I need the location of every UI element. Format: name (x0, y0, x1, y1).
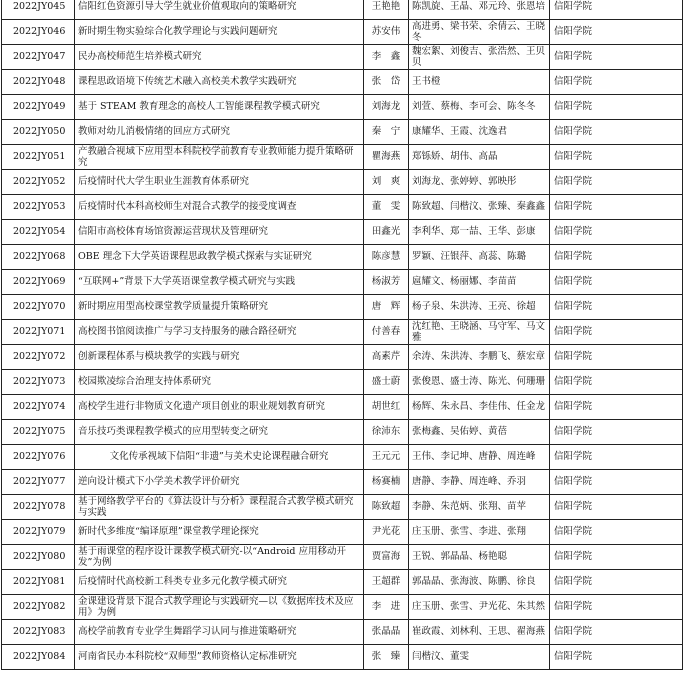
project-members-cell: 康耀华、王霞、沈逸君 (409, 120, 550, 145)
project-id-cell: 2022JY081 (2, 570, 75, 595)
project-members-cell: 张俊恩、盛士涛、陈光、何珊珊 (409, 370, 550, 395)
project-members-cell: 张梅鑫、吴佑婷、黄蓓 (409, 420, 550, 445)
project-org-cell: 信阳学院 (550, 445, 683, 470)
project-members-cell: 李静、朱范炳、张翔、苗苹 (409, 495, 550, 520)
project-leader-cell: 陈致超 (364, 495, 409, 520)
project-members-cell: 余涛、朱洪涛、李鹏飞、蔡宏章 (409, 345, 550, 370)
project-title-cell: 基于雨课堂的程序设计课教学模式研究-以“Android 应用移动开发”为例 (75, 545, 364, 570)
project-org-cell: 信阳学院 (550, 145, 683, 170)
project-id-cell: 2022JY071 (2, 320, 75, 345)
project-members-cell: 刘海龙、张婷婷、郭映彤 (409, 170, 550, 195)
project-org-cell: 信阳学院 (550, 220, 683, 245)
project-id-cell: 2022JY054 (2, 220, 75, 245)
project-leader-cell: 张 臻 (364, 645, 409, 670)
table-row (2, 645, 683, 670)
project-id-cell: 2022JY082 (2, 595, 75, 620)
table-row (2, 620, 683, 645)
project-title-cell: 高校学生进行非物质文化遗产项目创业的职业规划教育研究 (75, 395, 364, 420)
project-org-cell: 信阳学院 (550, 170, 683, 195)
project-leader-cell: 杨淑芳 (364, 270, 409, 295)
table-row (2, 95, 683, 120)
project-title-cell: 金课建设背景下混合式教学理论与实践研究—以《数据库技术及应用》为例 (75, 595, 364, 620)
project-id-cell: 2022JY046 (2, 20, 75, 45)
table-row (2, 445, 683, 470)
project-org-cell: 信阳学院 (550, 45, 683, 70)
project-title-cell: 课程思政语境下传统艺术融入高校美术教学实践研究 (75, 70, 364, 95)
project-id-cell: 2022JY047 (2, 45, 75, 70)
project-id-cell: 2022JY070 (2, 295, 75, 320)
table-row (2, 320, 683, 345)
project-title-cell: 产教融合视域下应用型本科院校学前教育专业教师能力提升策略研究 (75, 145, 364, 170)
project-title-cell: 创新课程体系与模块教学的实践与研究 (75, 345, 364, 370)
project-members-cell: 王锐、郭晶晶、杨艳聪 (409, 545, 550, 570)
project-leader-cell: 陈彦慧 (364, 245, 409, 270)
project-id-cell: 2022JY075 (2, 420, 75, 445)
project-title-cell: 新时期生物实验综合化教学理论与实践问题研究 (75, 20, 364, 45)
table-row (2, 145, 683, 170)
project-leader-cell: 田鑫光 (364, 220, 409, 245)
table-row (2, 20, 683, 45)
project-members-cell: 高进勇、梁书荣、余倩云、王晓冬 (409, 20, 550, 45)
project-id-cell: 2022JY068 (2, 245, 75, 270)
project-id-cell: 2022JY048 (2, 70, 75, 95)
project-members-cell: 罗颖、汪银萍、高蕊、陈璐 (409, 245, 550, 270)
project-org-cell: 信阳学院 (550, 0, 683, 20)
project-members-cell: 郑铄娇、胡伟、高晶 (409, 145, 550, 170)
project-id-cell: 2022JY049 (2, 95, 75, 120)
project-members-cell: 李利华、郑一喆、王华、彭康 (409, 220, 550, 245)
project-org-cell: 信阳学院 (550, 70, 683, 95)
table-row (2, 395, 683, 420)
project-title-cell: 后疫情时代本科高校师生对混合式教学的接受度调查 (75, 195, 364, 220)
project-leader-cell: 李 鑫 (364, 45, 409, 70)
project-title-cell: OBE 理念下大学英语课程思政教学模式探索与实证研究 (75, 245, 364, 270)
project-leader-cell: 王艳艳 (364, 0, 409, 20)
project-title-cell: 基于 STEAM 教育理念的高校人工智能课程教学模式研究 (75, 95, 364, 120)
project-leader-cell: 张 岱 (364, 70, 409, 95)
project-org-cell: 信阳学院 (550, 320, 683, 345)
project-org-cell: 信阳学院 (550, 645, 683, 670)
project-org-cell: 信阳学院 (550, 270, 683, 295)
table-row (2, 245, 683, 270)
project-members-cell: 刘萱、蔡梅、李可会、陈冬冬 (409, 95, 550, 120)
project-title-cell: 新时代多维度“编译原理”课堂教学理论探究 (75, 520, 364, 545)
project-leader-cell: 张晶晶 (364, 620, 409, 645)
project-id-cell: 2022JY084 (2, 645, 75, 670)
project-leader-cell: 刘 爽 (364, 170, 409, 195)
table-row (2, 70, 683, 95)
project-id-cell: 2022JY078 (2, 495, 75, 520)
project-id-cell: 2022JY079 (2, 520, 75, 545)
project-id-cell: 2022JY050 (2, 120, 75, 145)
table-row (2, 295, 683, 320)
project-org-cell: 信阳学院 (550, 495, 683, 520)
project-org-cell: 信阳学院 (550, 520, 683, 545)
table-row (2, 520, 683, 545)
project-org-cell: 信阳学院 (550, 595, 683, 620)
project-id-cell: 2022JY083 (2, 620, 75, 645)
project-id-cell: 2022JY052 (2, 170, 75, 195)
project-leader-cell: 尹光花 (364, 520, 409, 545)
project-members-cell: 庄玉册、张雪、尹光花、朱其然 (409, 595, 550, 620)
project-leader-cell: 徐沛东 (364, 420, 409, 445)
project-leader-cell: 董 雯 (364, 195, 409, 220)
project-id-cell: 2022JY069 (2, 270, 75, 295)
table-row (2, 570, 683, 595)
project-members-cell: 闫楷汶、董雯 (409, 645, 550, 670)
project-org-cell: 信阳学院 (550, 420, 683, 445)
project-id-cell: 2022JY073 (2, 370, 75, 395)
project-title-cell: “互联网+”背景下大学英语课堂教学模式研究与实践 (75, 270, 364, 295)
project-members-cell: 沈红艳、王晓涵、马守军、马文雅 (409, 320, 550, 345)
project-title-cell: 音乐技巧类课程教学模式的应用型转变之研究 (75, 420, 364, 445)
project-leader-cell: 刘海龙 (364, 95, 409, 120)
project-org-cell: 信阳学院 (550, 120, 683, 145)
project-id-cell: 2022JY053 (2, 195, 75, 220)
table-row (2, 0, 683, 20)
project-title-cell: 高校学前教育专业学生舞蹈学习认同与推进策略研究 (75, 620, 364, 645)
project-members-cell: 郭晶晶、张海波、陈鹏、徐良 (409, 570, 550, 595)
project-id-cell: 2022JY077 (2, 470, 75, 495)
project-id-cell: 2022JY080 (2, 545, 75, 570)
project-title-cell: 后疫情时代大学生职业生涯教育体系研究 (75, 170, 364, 195)
project-id-cell: 2022JY051 (2, 145, 75, 170)
project-org-cell: 信阳学院 (550, 295, 683, 320)
project-table-body (2, 0, 683, 670)
project-title-cell: 教师对幼儿消极情绪的回应方式研究 (75, 120, 364, 145)
project-leader-cell: 盛士蔚 (364, 370, 409, 395)
project-org-cell: 信阳学院 (550, 545, 683, 570)
project-title-cell: 信阳市高校体育场馆资源运营现状及管理研究 (75, 220, 364, 245)
project-id-cell: 2022JY072 (2, 345, 75, 370)
project-title-cell: 民办高校师范生培养模式研究 (75, 45, 364, 70)
project-members-cell: 庄玉册、张雪、李进、张翔 (409, 520, 550, 545)
table-row (2, 120, 683, 145)
project-org-cell: 信阳学院 (550, 395, 683, 420)
table-row (2, 420, 683, 445)
project-org-cell: 信阳学院 (550, 245, 683, 270)
project-title-cell: 后疫情时代高校新工科类专业多元化教学模式研究 (75, 570, 364, 595)
table-row (2, 545, 683, 570)
table-row (2, 470, 683, 495)
project-org-cell: 信阳学院 (550, 570, 683, 595)
project-id-cell: 2022JY076 (2, 445, 75, 470)
project-org-cell: 信阳学院 (550, 345, 683, 370)
project-members-cell: 王书橙 (409, 70, 550, 95)
project-title-cell: 文化传承视域下信阳“非遗”与美术史论课程融合研究 (75, 445, 364, 470)
project-org-cell: 信阳学院 (550, 470, 683, 495)
project-leader-cell: 杨赛楠 (364, 470, 409, 495)
project-members-cell: 魏宏絮、刘俊吉、张浩然、王贝贝 (409, 45, 550, 70)
project-leader-cell: 付善春 (364, 320, 409, 345)
project-title-cell: 高校图书馆阅读推广与学习支持服务的融合路径研究 (75, 320, 364, 345)
project-members-cell: 扈耀文、杨丽娜、李苗苗 (409, 270, 550, 295)
table-row (2, 45, 683, 70)
table-row (2, 220, 683, 245)
project-id-cell: 2022JY074 (2, 395, 75, 420)
project-members-cell: 王伟、李记坤、唐静、周连峰 (409, 445, 550, 470)
project-title-cell: 信阳红色资源引导大学生就业价值观取向的策略研究 (75, 0, 364, 20)
table-row (2, 345, 683, 370)
project-leader-cell: 贾富海 (364, 545, 409, 570)
table-row (2, 370, 683, 395)
project-members-cell: 陈致超、闫楷汶、张臻、秦鑫鑫 (409, 195, 550, 220)
project-members-cell: 崔政霞、刘林利、王思、翟海燕 (409, 620, 550, 645)
table-row (2, 270, 683, 295)
project-org-cell: 信阳学院 (550, 620, 683, 645)
table-row (2, 170, 683, 195)
project-leader-cell: 高素芹 (364, 345, 409, 370)
project-table (1, 0, 683, 670)
project-leader-cell: 瞿海燕 (364, 145, 409, 170)
project-leader-cell: 王元元 (364, 445, 409, 470)
project-title-cell: 校园欺凌综合治理支持体系研究 (75, 370, 364, 395)
project-members-cell: 陈凯旋、王晶、邓元玲、张恩培 (409, 0, 550, 20)
project-title-cell: 逆向设计模式下小学美术教学评价研究 (75, 470, 364, 495)
project-org-cell: 信阳学院 (550, 95, 683, 120)
project-id-cell: 2022JY045 (2, 0, 75, 20)
project-members-cell: 杨辉、朱永昌、李佳伟、任金龙 (409, 395, 550, 420)
project-leader-cell: 李 进 (364, 595, 409, 620)
project-leader-cell: 苏安伟 (364, 20, 409, 45)
project-leader-cell: 秦 宁 (364, 120, 409, 145)
project-title-cell: 基于网络教学平台的《算法设计与分析》课程混合式教学模式研究与实践 (75, 495, 364, 520)
project-leader-cell: 王超群 (364, 570, 409, 595)
table-row (2, 595, 683, 620)
project-org-cell: 信阳学院 (550, 20, 683, 45)
project-leader-cell: 胡世红 (364, 395, 409, 420)
project-title-cell: 河南省民办本科院校“双师型”教师资格认定标准研究 (75, 645, 364, 670)
project-org-cell: 信阳学院 (550, 195, 683, 220)
project-leader-cell: 唐 辉 (364, 295, 409, 320)
project-members-cell: 唐静、李静、周连峰、乔羽 (409, 470, 550, 495)
project-members-cell: 杨子泉、朱洪涛、王亮、徐超 (409, 295, 550, 320)
project-title-cell: 新时期应用型高校课堂教学质量提升策略研究 (75, 295, 364, 320)
table-row (2, 495, 683, 520)
table-row (2, 195, 683, 220)
project-org-cell: 信阳学院 (550, 370, 683, 395)
